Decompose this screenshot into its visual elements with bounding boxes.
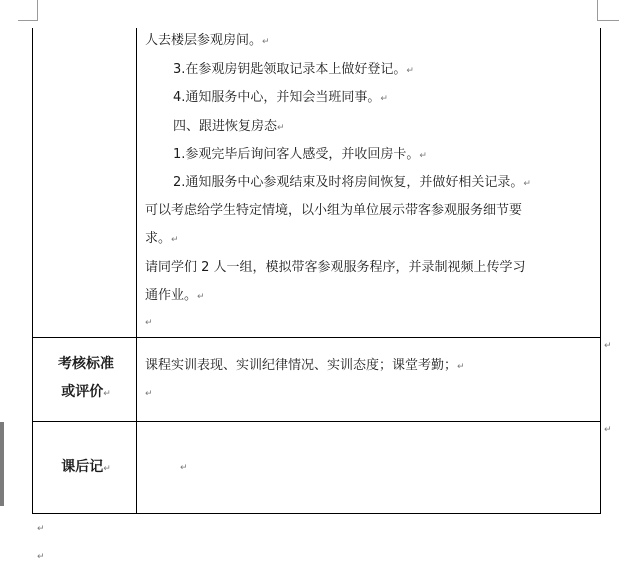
table-border-bottom [32, 513, 601, 514]
lesson-text-line: 1.参观完毕后询问客人感受，并收回房卡。↵ [173, 147, 427, 162]
notes-content-empty: ↵ [180, 463, 188, 473]
lesson-text-line: 求。↵ [145, 231, 179, 246]
table-row-divider-1 [32, 337, 601, 338]
table-border-left [32, 28, 33, 514]
paragraph-mark: ↵ [37, 552, 45, 562]
table-row-divider-2 [32, 421, 601, 422]
lesson-text-line: 2.通知服务中心参观结束及时将房间恢复，并做好相关记录。↵ [173, 175, 531, 190]
paragraph-mark: ↵ [37, 524, 45, 534]
lesson-text-line: 通作业。↵ [145, 288, 205, 303]
lesson-text-line: 请同学们 2 人一组，模拟带客参观服务程序，并录制视频上传学习 [145, 260, 526, 275]
assessment-label: 考核标准 [58, 356, 114, 372]
lesson-text-line: 可以考虑给学生特定情境，以小组为单位展示带客参观服务细节要 [145, 203, 523, 218]
crop-mark-right-vertical [597, 0, 598, 20]
notes-label: 课后记↵ [61, 459, 111, 475]
section-heading: 四、跟进恢复房态↵ [173, 119, 285, 134]
lesson-text-line: 4.通知服务中心，并知会当班同事。↵ [173, 90, 388, 105]
table-column-divider [136, 28, 137, 514]
assessment-label-line2: 或评价↵ [61, 384, 111, 400]
lesson-text-line: 3.在参观房钥匙领取记录本上做好登记。↵ [173, 62, 414, 77]
crop-mark-left-horizontal [18, 20, 38, 21]
table-border-right [600, 28, 601, 514]
row-end-mark: ↵ [604, 341, 612, 351]
paragraph-mark: ↵ [145, 389, 153, 399]
assessment-content: 课程实训表现、实训纪律情况、实训态度；课堂考勤；↵ [145, 358, 465, 373]
lesson-text-line: 人去楼层参观房间。↵ [145, 33, 270, 48]
crop-mark-right-horizontal [597, 20, 619, 21]
crop-mark-left-vertical [37, 0, 38, 20]
scrollbar-indicator[interactable] [0, 422, 4, 506]
paragraph-mark: ↵ [145, 318, 153, 328]
row-end-mark: ↵ [604, 425, 612, 435]
